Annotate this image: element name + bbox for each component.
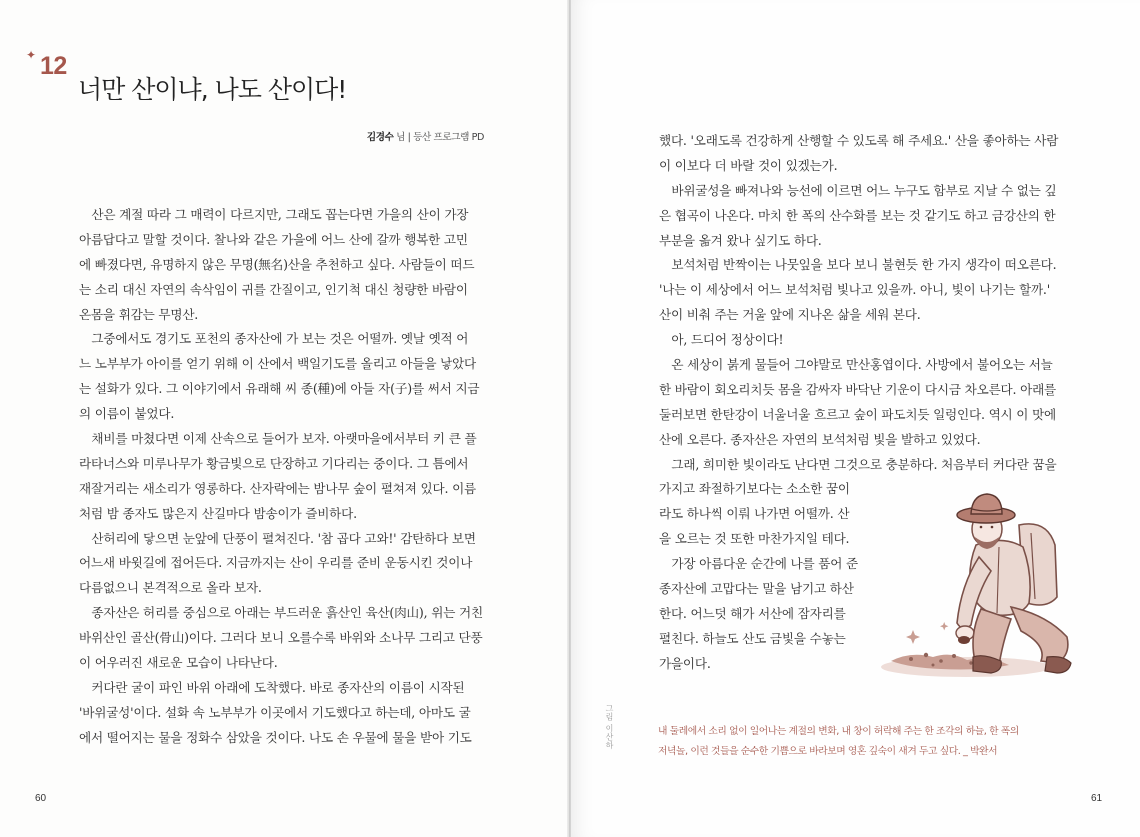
text-line: 이 이보다 더 바랄 것이 있겠는가. xyxy=(659,157,838,173)
text-line: 부분을 옮겨 왔나 싶기도 하다. xyxy=(659,232,822,248)
text-line: 한다. 어느덧 해가 서산에 잠자리를 xyxy=(659,605,846,621)
text-line: 온몸을 휘감는 무명산. xyxy=(79,306,199,322)
author-role: 님 | 등산 프로그램 PD xyxy=(393,132,484,143)
sparkle-star-icon: ✦ xyxy=(26,48,37,62)
text-line: 펼친다. 하늘도 산도 금빛을 수놓는 xyxy=(659,630,846,646)
closing-quote xyxy=(658,722,1073,761)
text-line: 라도 하나씩 이뤄 나가면 어떨까. 산 xyxy=(659,506,850,522)
text-line: 둘러보면 한탄강이 너울너울 흐르고 숲이 파도치듯 일렁인다. 역시 이 맛에 xyxy=(659,406,1056,422)
text-line: 채비를 마쳤다면 이제 산속으로 들어가 보자. 아랫마을에서부터 키 큰 플 xyxy=(79,431,477,447)
chapter-number: 12 xyxy=(40,52,67,80)
text-line: 의 이름이 붙었다. xyxy=(79,406,175,422)
text-line: '바위굴성'이다. 설화 속 노부부가 이곳에서 기도했다고 하는데, 아마도 굴 xyxy=(79,704,471,720)
text-line: 산은 계절 따라 그 매력이 다르지만, 그래도 꼽는다면 가을의 산이 가장 xyxy=(79,207,469,222)
text-line: 재잘거리는 새소리가 영롱하다. 산자락에는 밤나무 숲이 펼쳐져 있다. 이름 xyxy=(79,480,476,496)
text-line: 가지고 좌절하기보다는 소소한 꿈이 xyxy=(659,481,850,497)
text-line: 어느새 바윗길에 접어든다. 지금까지는 산이 우리를 준비 운동시킨 것이나 xyxy=(79,555,473,571)
text-line: 에서 떨어지는 물을 정화수 삼았을 것이다. 나도 손 우물에 물을 받아 기도 xyxy=(79,729,472,745)
byline xyxy=(367,129,484,143)
text-line: 산허리에 닿으면 눈앞에 단풍이 펼쳐진다. '참 곱다 고와!' 감탄하다 보면 xyxy=(79,530,476,546)
author-name: 김경수 xyxy=(366,132,394,143)
quote-line: 저녁놀, 이런 것들을 순수한 기쁨으로 바라보며 영혼 깊숙이 새겨 두고 싶다. _ 박완서 xyxy=(658,745,998,757)
right-page xyxy=(571,0,1140,837)
text-line: 바위산인 골산(骨山)이다. 그러다 보니 오를수록 바위와 소나무 그리고 단풍 xyxy=(79,630,483,646)
text-line: 온 세상이 붉게 물들어 그야말로 만산홍엽이다. 사방에서 불어오는 서늘 xyxy=(659,357,1053,373)
text-line: 가을이다. xyxy=(659,655,711,671)
text-line: 보석처럼 반짝이는 나뭇잎을 보다 보니 불현듯 한 가지 생각이 떠오른다. xyxy=(659,257,1057,273)
page-number-right: 61 xyxy=(1091,793,1103,804)
text-line: '나는 이 세상에서 어느 보석처럼 빛나고 있을까. 아니, 빛이 나기는 할까.' xyxy=(659,282,1051,298)
text-line: 은 협곡이 나온다. 마치 한 폭의 산수화를 보는 것 같기도 하고 금강산의 한 xyxy=(659,207,1056,223)
text-line: 이 어우러진 새로운 모습이 나타난다. xyxy=(79,655,278,671)
page-number-left: 60 xyxy=(35,793,47,804)
hiker-kneeling-illustration xyxy=(871,485,1086,685)
text-line: 는 설화가 있다. 그 이야기에서 유래해 씨 종(種)에 아들 자(子)를 써서 지금 xyxy=(79,381,480,397)
text-line: 산에 오른다. 종자산은 자연의 보석처럼 빛을 발하고 있었다. xyxy=(659,431,981,447)
text-line: 아름답다고 말할 것이다. 찰나와 같은 가을에 어느 산에 갈까 행복한 고민 xyxy=(79,231,468,247)
text-line: 다름없으니 본격적으로 올라 보자. xyxy=(79,580,262,596)
text-line: 을 오르는 것 또한 마찬가지일 테다. xyxy=(659,531,850,547)
text-line: 라타너스와 미루나무가 황금빛으로 단장하고 기다리는 중이다. 그 틈에서 xyxy=(79,455,469,471)
text-line: 커다란 굴이 파인 바위 아래에 도착했다. 바로 종자산의 이름이 시작된 xyxy=(79,679,465,695)
text-line: 아, 드디어 정상이다! xyxy=(659,332,784,348)
text-line: 종자산은 허리를 중심으로 아래는 부드러운 흙산인 육산(肉山), 위는 거친 xyxy=(79,605,483,621)
text-line: 가장 아름다운 순간에 나를 품어 준 xyxy=(659,556,858,572)
illustration-credit: 그림 이산하 xyxy=(605,704,614,750)
text-line: 했다. '오래도록 건강하게 산행할 수 있도록 해 주세요.' 산을 좋아하는 사람 xyxy=(659,133,1059,148)
text-line: 종자산에 고맙다는 말을 남기고 하산 xyxy=(659,581,854,597)
text-line: 느 노부부가 아이를 얻기 위해 이 산에서 백일기도를 올리고 아들을 낳았다 xyxy=(79,356,476,372)
text-line: 한 바람이 회오리치듯 몸을 감싸자 바닥난 기운이 다시금 차오른다. 아래를 xyxy=(659,381,1056,397)
text-line: 처럼 밤 종자도 많은지 산길마다 밤송이가 즐비하다. xyxy=(79,505,357,521)
text-line: 바위굴성을 빠져나와 능선에 이르면 어느 누구도 함부로 지날 수 없는 깊 xyxy=(659,182,1057,198)
text-line: 는 소리 대신 자연의 속삭임이 귀를 간질이고, 인기척 대신 청량한 바람이 xyxy=(79,281,468,297)
left-page xyxy=(0,0,569,837)
text-line: 산이 비춰 주는 거울 앞에 지나온 삶을 세워 본다. xyxy=(659,307,921,323)
chapter-title: 너만 산이냐, 나도 산이다! xyxy=(78,75,347,104)
quote-line: 내 둘레에서 소리 없이 일어나는 계절의 변화, 내 창이 허락해 주는 한 조각의 하늘, 한 폭의 xyxy=(658,726,1019,737)
text-line: 그래, 희미한 빛이라도 난다면 그것으로 충분하다. 처음부터 커다란 꿈을 xyxy=(659,456,1057,472)
text-line: 에 빠졌다면, 유명하지 않은 무명(無名)산을 추천하고 싶다. 사람들이 떠드 xyxy=(79,256,475,272)
text-line: 그중에서도 경기도 포천의 종자산에 가 보는 것은 어떨까. 옛날 옛적 어 xyxy=(79,331,469,347)
left-body-text xyxy=(79,203,487,751)
